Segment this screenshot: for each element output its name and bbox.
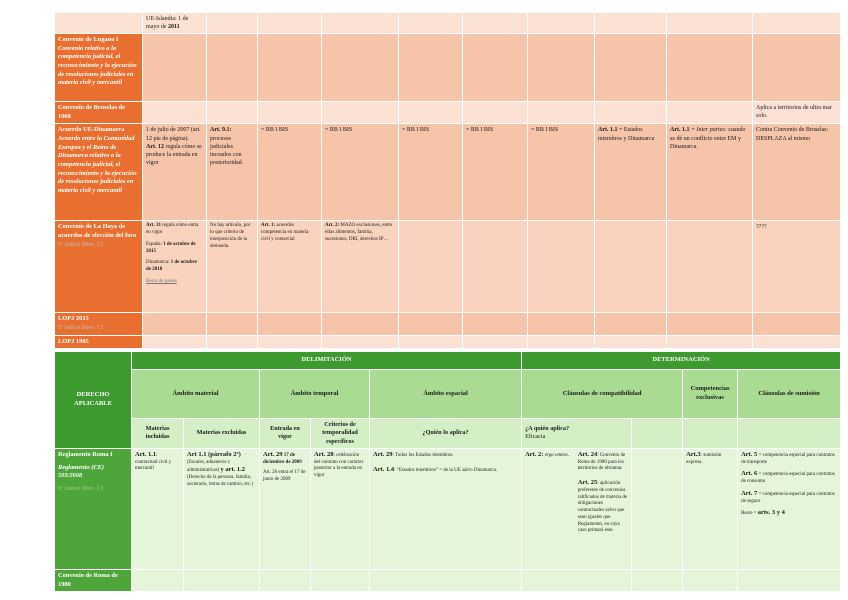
determinacion-header: DETERMINACIÓN <box>522 352 841 370</box>
table-row <box>55 569 841 591</box>
delimitacion-header: DELIMITACIÓN <box>132 352 522 370</box>
row-header-lopj1985: LOPJ 1985 <box>55 335 143 349</box>
green-comparison-table <box>54 351 841 592</box>
table-row: Materias incluidas Materias excluidas Entrada en vigor Criterios de temporalidad específicos ¿Quién lo aplica? ¿A quién aplica? Eficacia <box>55 418 841 448</box>
table-row <box>55 352 841 370</box>
derecho-aplicable-header: DERECHO APLICABLE <box>55 352 132 449</box>
dinamarca-temporal-cell: Art. 9.1: procesos judiciales incoados con posterioridad. <box>207 124 258 221</box>
row-header-bruselas: Convenio de Bruselas de 1968 <box>55 102 143 124</box>
table-row <box>55 13 841 34</box>
row-header-lopj2015: LOPJ 2015 5ª índice libro. 12 <box>55 313 143 335</box>
resto-de-paises-link[interactable]: Resto de países <box>146 278 177 284</box>
table-row: Acuerdo UE-Dinamarca Acuerdo entre la Comunidad Europea y el Reino de Dinamarca relativo a la competencia judicial, el reconocimiento y la ejecución de resoluciones judiciales en materia civil y mercantil 1 de julio de 2007 (art. 12 pie de página). Art. 12 regula cómo se produce la entrada en vigor Art. 9.1: procesos judiciales incoados con posterioridad. = RB I BIS = RB I BIS = RB I BIS = RB I BIS = RB I BIS Art. 1.1 = Estados miembros y Dinamarca Art. 1.1 = Inter partes: cuando se dé un conflicto entre EM y Dinamarca. Contra Convenio de Bruselas: DESPLAZA al mismo <box>55 124 841 221</box>
table-row <box>55 34 841 102</box>
table-row: Reglamento Roma I Reglamento (CE) 593/2008 6ª índice libro. 13 Art. 1.1: contractual civil y mercantil Art 1.1 (párrafo 2º) (fiscales, aduaneros y administrativas) y art. 1.2 (Derecho de la persona, familia, societario, letras de cambio, etc.) Art. 29 17 de diciembre de 2009 Art. 26 entra el 17 de junio de 2009 Art. 28: celebración del contrato con carácter posterior a la entrada en vigor Art. 29: Todos los Estados miembros. Art. 1.4: “Estados miembros” = de la UE salvo Dinamarca. Art. 2: erga omnes. Art. 24: Convenio de Roma de 1980 para los territorios de ultramar. Art. 25: aplicación preferente de convenios ratificados de materia de obligaciones contractuales salvo que sean iguales que Reglamento, en cuyo caso primará este. Art.3: sumisión expresa. Art. 5 = competencia especial para contratos de transporte Art. 6 = competencia especial para contratos de consumo Art. 7 = competencia especial para contratos de seguro Resto = arts. 3 y 4 <box>55 448 841 569</box>
dinamarca-spatial-cell: Art. 1.1 = Estados miembros y Dinamarca <box>595 124 667 221</box>
competencias-exclusivas-header: Competencias exclusivas <box>683 370 738 419</box>
dinamarca-parties-cell: Art. 1.1 = Inter partes: cuando se dé un conflicto entre EM y Dinamarca. <box>667 124 753 221</box>
clausulas-sumision-header: Cláusulas de sumisión <box>738 370 841 419</box>
table-row <box>55 102 841 124</box>
row-header-lugano: Convenio de Lugano I Convenio relativo a la competencia judicial, el reconocimiento y la ejecución de resoluciones judiciales en materia civil y mercantil <box>55 34 143 102</box>
table-row <box>55 313 841 335</box>
table-row <box>55 335 841 349</box>
entry-date-cell: UE-Islandia: 1 de mayo de 2011 <box>143 13 207 34</box>
dinamarca-entry-cell: 1 de julio de 2007 (art. 12 pie de página). Art. 12 regula cómo se produce la entrada en vigor <box>143 124 207 221</box>
ambito-temporal-header: Ámbito temporal <box>260 370 370 419</box>
row-header-roma1980: Convenio de Roma de 1980 <box>55 569 132 591</box>
table-row <box>55 370 841 419</box>
bruselas-note: Aplica a territorios de ultra mar solo. <box>753 102 841 124</box>
ambito-material-header: Ámbito material <box>132 370 260 419</box>
dinamarca-note-cell: Contra Convenio de Bruselas: DESPLAZA al mismo <box>753 124 841 221</box>
haya-entry-cell: Art. 31 regula cómo entra en vigor España: 1 de octubre de 2015 Dinamarca: 1 de octubre de 2018 Resto de países <box>143 221 207 313</box>
row-header-roma1: Reglamento Roma I Reglamento (CE) 593/2008 6ª índice libro. 13 <box>55 448 132 569</box>
table-row: Convenio de La Haya de acuerdos de elección del foro 5ª índice libro. 12 Art. 31 regula cómo entra en vigor España: 1 de octubre de 2015 Dinamarca: 1 de octubre de 2018 Resto de países No hay artículo, por lo que criterio de interposición de la demanda. Art. 1: acuerdos competencia en materia civil y comercial Art. 2: MAZO exclusiones, entre ellas alimentos, familia, sucesiones, DRI, derechos IP… ???? <box>55 221 841 313</box>
row-header-haya: Convenio de La Haya de acuerdos de elección del foro 5ª índice libro. 12 <box>55 221 143 313</box>
row-header-dinamarca: Acuerdo UE-Dinamarca Acuerdo entre la Comunidad Europea y el Reino de Dinamarca relativo a la competencia judicial, el reconocimiento y la ejecución de resoluciones judiciales en materia civil y mercantil <box>55 124 143 221</box>
ambito-espacial-header: Ámbito espacial <box>370 370 522 419</box>
orange-comparison-table <box>54 12 841 349</box>
clausulas-compatibilidad-header: Cláusulas de compatibilidad <box>522 370 683 419</box>
